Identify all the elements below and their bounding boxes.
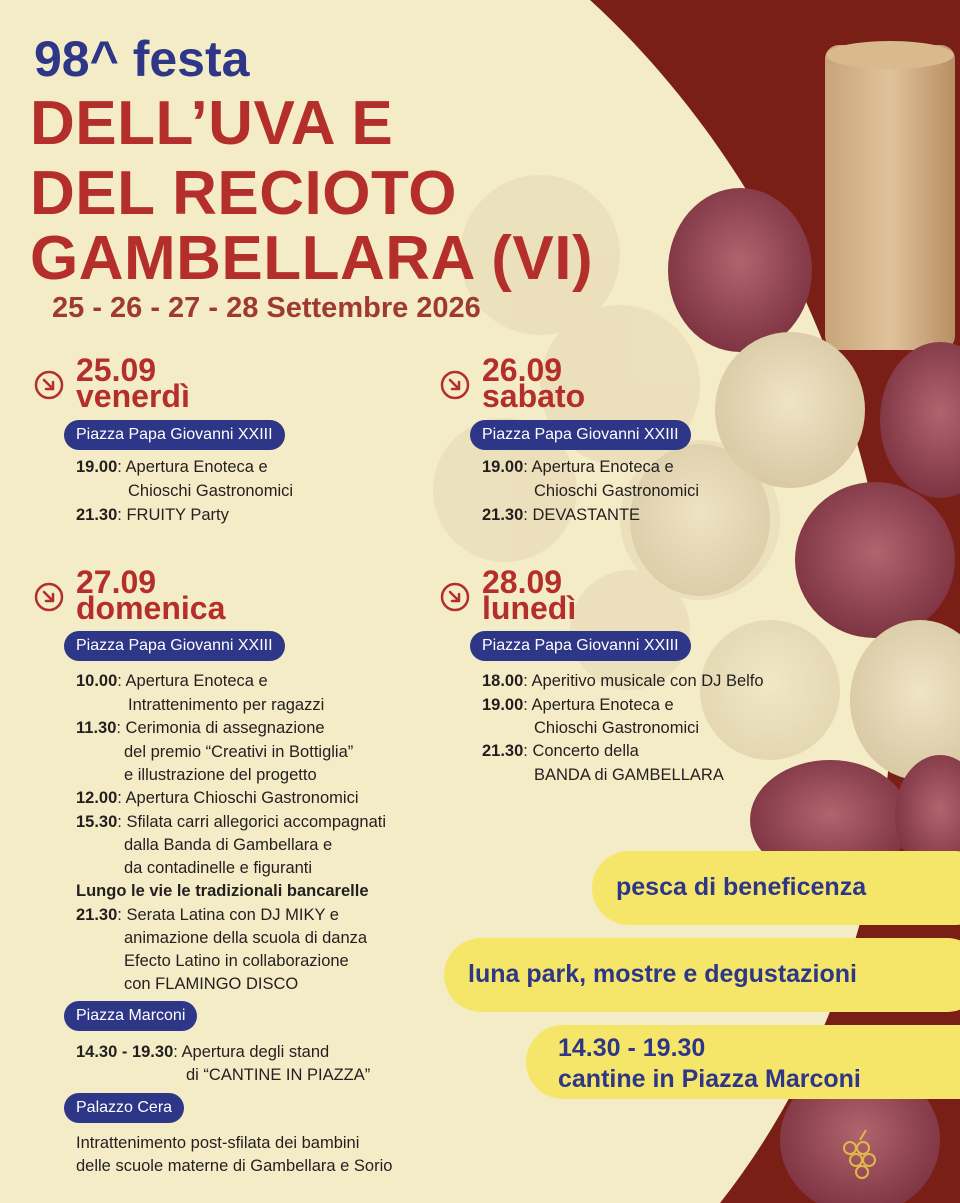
venue-pill: Piazza Papa Giovanni XXIII [470,420,691,450]
arrow-down-right-circle-icon [34,370,64,400]
event-note: Lungo le vie le tradizionali bancarelle [76,882,369,900]
highlight-cantine [526,1025,960,1099]
venue-pill-palazzo-cera: Palazzo Cera [64,1093,184,1123]
event-line-cont: con FLAMINGO DISCO [124,975,299,993]
tall-cork [825,45,955,350]
event-line: 21.30: Concerto della [482,742,639,760]
event-line-cont: BANDA di GAMBELLARA [534,766,724,784]
title-line-2: DEL RECIOTO [30,159,457,228]
highlight-text: pesca di beneficenza [616,873,867,901]
event-line: 19.00: Apertura Enoteca e [76,458,268,476]
highlight-time: 14.30 - 19.30 [558,1034,706,1062]
event-line: 12.00: Apertura Chioschi Gastronomici [76,789,359,807]
day-date: 25.09 [76,352,157,388]
day-date: 26.09 [482,352,563,388]
edition-label: 98^ festa [34,31,250,87]
venue-pill-piazza-marconi: Piazza Marconi [64,1001,197,1031]
day-weekday: lunedì [482,590,577,626]
event-line: Intrattenimento post-sfilata dei bambini [76,1134,360,1152]
event-line: 21.30: FRUITY Party [76,506,229,524]
event-line: 18.00: Aperitivo musicale con DJ Belfo [482,672,764,690]
title-line-1: DELL’UVA E [30,89,394,158]
event-line: 21.30: DEVASTANTE [482,506,641,524]
festival-dates: 25 - 26 - 27 - 28 Settembre 2026 [52,292,481,324]
event-line-cont: Chioschi Gastronomici [534,719,700,737]
venue-pill: Piazza Papa Giovanni XXIII [64,631,285,661]
arrow-down-right-circle-icon [440,582,470,612]
event-line: 14.30 - 19.30: Apertura degli stand [76,1043,330,1061]
day-date: 27.09 [76,564,157,600]
highlight-luna-park [444,938,960,1012]
event-line-cont: da contadinelle e figuranti [124,859,313,877]
event-line: delle scuole materne di Gambellara e Sorio [76,1157,393,1175]
event-line-cont: e illustrazione del progetto [124,766,317,784]
event-line-cont: animazione della scuola di danza [124,929,368,947]
venue-pill: Piazza Papa Giovanni XXIII [470,631,691,661]
event-line: 11.30: Cerimonia di assegnazione [76,719,325,737]
event-line-cont: di “CANTINE IN PIAZZA” [186,1066,371,1084]
event-line-cont: del premio “Creativi in Bottiglia” [124,743,354,761]
highlight-text: cantine in Piazza Marconi [558,1065,861,1093]
event-line-cont: Chioschi Gastronomici [534,482,700,500]
day-weekday: domenica [76,590,226,626]
event-line: 21.30: Serata Latina con DJ MIKY e [76,906,339,924]
day-date: 28.09 [482,564,563,600]
event-line-cont: Efecto Latino in collaborazione [124,952,349,970]
venue-pill: Piazza Papa Giovanni XXIII [64,420,285,450]
highlight-text: luna park, mostre e degustazioni [468,960,857,988]
arrow-down-right-circle-icon [440,370,470,400]
event-line: 10.00: Apertura Enoteca e [76,672,268,690]
highlight-pesca [592,851,960,925]
cork-red-3 [795,482,955,638]
arrow-down-right-circle-icon [34,582,64,612]
day-weekday: venerdì [76,378,190,414]
event-line: 19.00: Apertura Enoteca e [482,458,674,476]
event-line-cont: dalla Banda di Gambellara e [124,836,333,854]
event-line: 19.00: Apertura Enoteca e [482,696,674,714]
event-line-cont: Intrattenimento per ragazzi [128,696,325,714]
day-weekday: sabato [482,378,586,414]
event-line-cont: Chioschi Gastronomici [128,482,294,500]
title-line-3: GAMBELLARA (VI) [30,224,594,293]
event-line: 15.30: Sfilata carri allegorici accompagnati [76,813,387,831]
cork-red-1 [668,188,812,352]
